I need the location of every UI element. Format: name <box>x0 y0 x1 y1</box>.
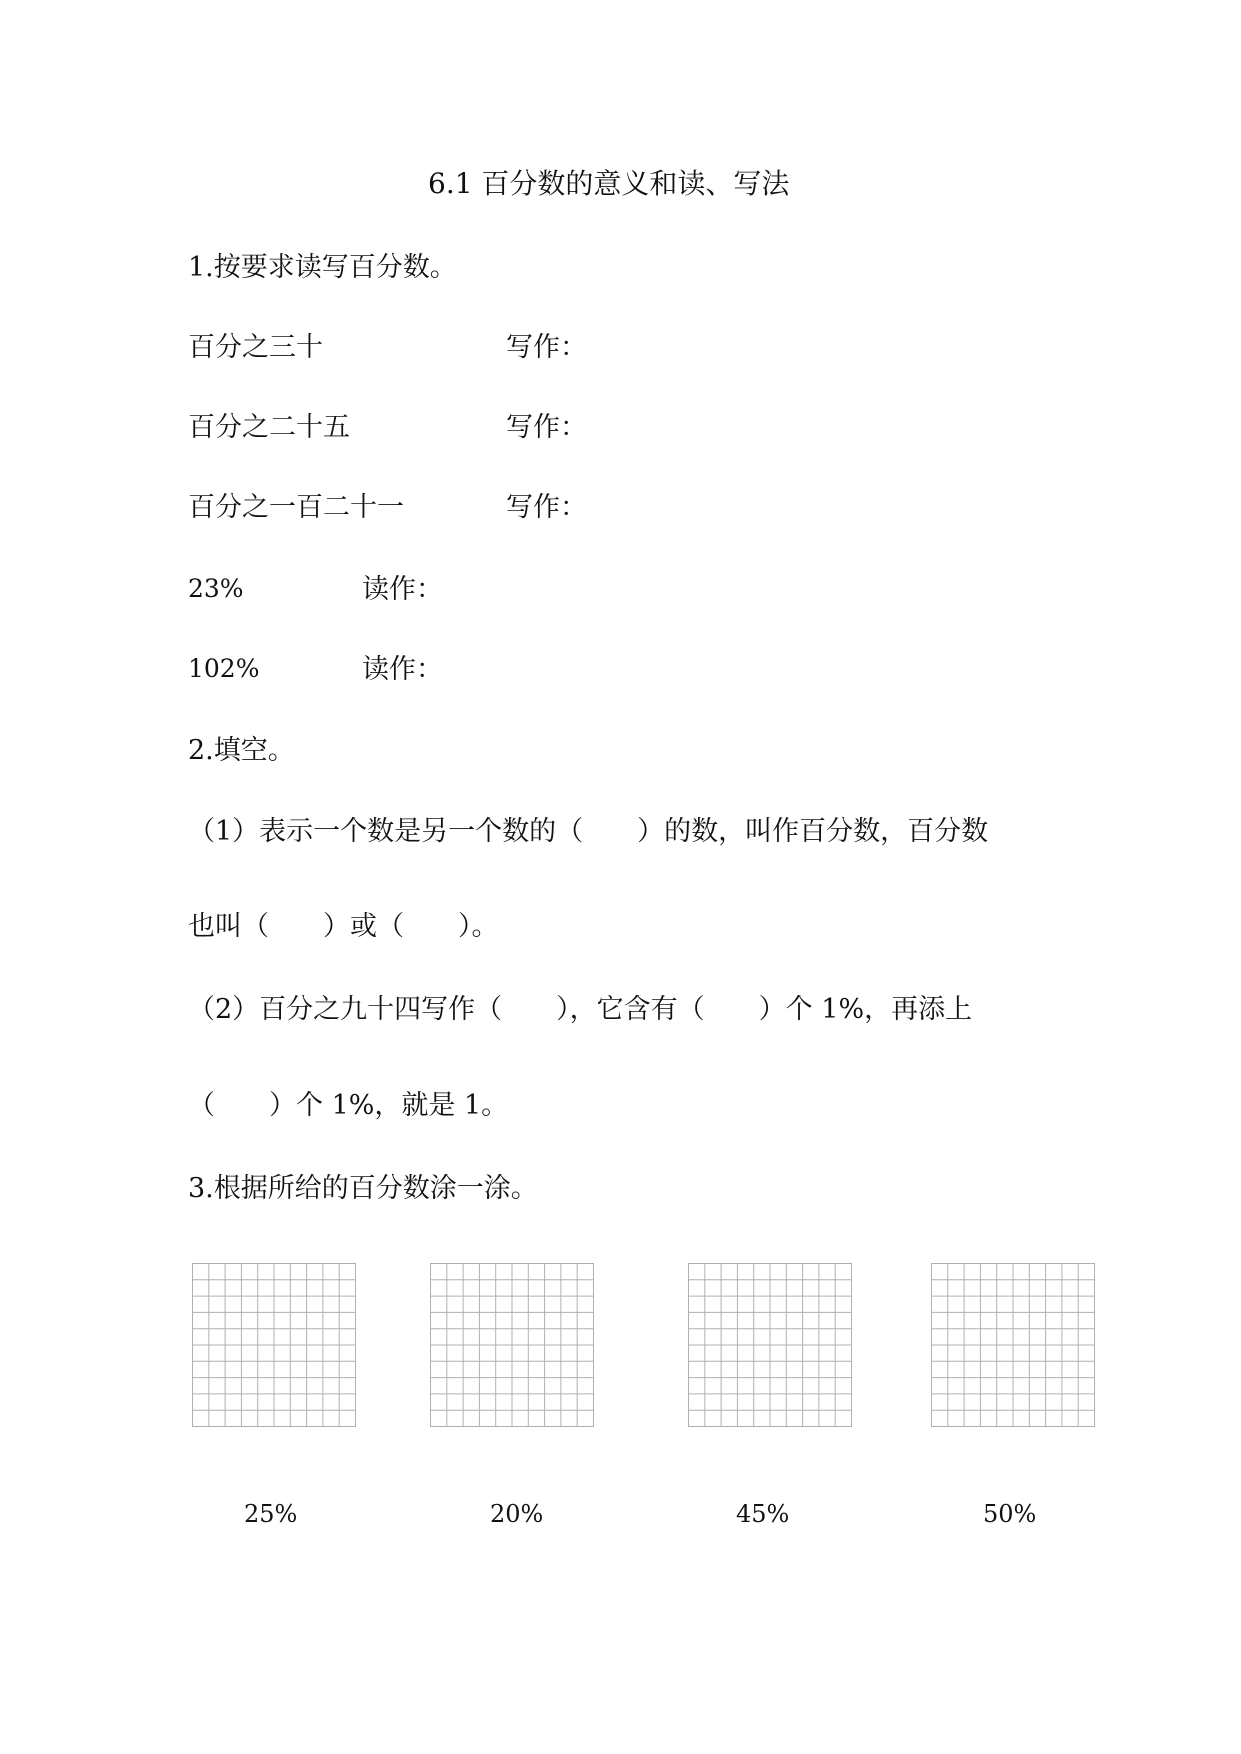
hundred-grid-2[interactable] <box>430 1263 594 1427</box>
hundred-grid-4[interactable] <box>931 1263 1095 1427</box>
q1-write-label-3: 写作： <box>506 492 587 523</box>
q1-read-label-1: 读作： <box>362 574 443 605</box>
q1-write-prompt-1: 百分之三十 <box>188 332 323 363</box>
q2-item1-line1: （1）表示一个数是另一个数的（ ）的数，叫作百分数，百分数 <box>188 816 989 847</box>
hundred-grid-1[interactable] <box>192 1263 356 1427</box>
q1-write-prompt-3: 百分之一百二十一 <box>188 492 404 523</box>
page-title: 6.1 百分数的意义和读、写法 <box>428 167 790 200</box>
q2-item2-line1: （2）百分之九十四写作（ ），它含有（ ）个 1%，再添上 <box>188 994 973 1025</box>
q1-write-prompt-2: 百分之二十五 <box>188 412 350 443</box>
q1-write-label-1: 写作： <box>506 332 587 363</box>
q2-heading: 2.填空。 <box>188 735 295 766</box>
q1-read-prompt-2: 102% <box>188 654 260 683</box>
grid-label-3: 45% <box>736 1500 790 1528</box>
hundred-grid-3[interactable] <box>688 1263 852 1427</box>
q1-write-label-2: 写作： <box>506 412 587 443</box>
q1-read-label-2: 读作： <box>362 654 443 685</box>
q1-heading: 1.按要求读写百分数。 <box>188 252 457 283</box>
grid-label-2: 20% <box>490 1500 544 1528</box>
q1-read-prompt-1: 23% <box>188 574 244 603</box>
q2-item1-line2: 也叫（ ）或（ ）。 <box>188 911 499 942</box>
grid-label-1: 25% <box>244 1500 298 1528</box>
q2-item2-line2: （ ）个 1%，就是 1。 <box>188 1090 509 1121</box>
q3-heading: 3.根据所给的百分数涂一涂。 <box>188 1173 538 1204</box>
grid-label-4: 50% <box>983 1500 1037 1528</box>
